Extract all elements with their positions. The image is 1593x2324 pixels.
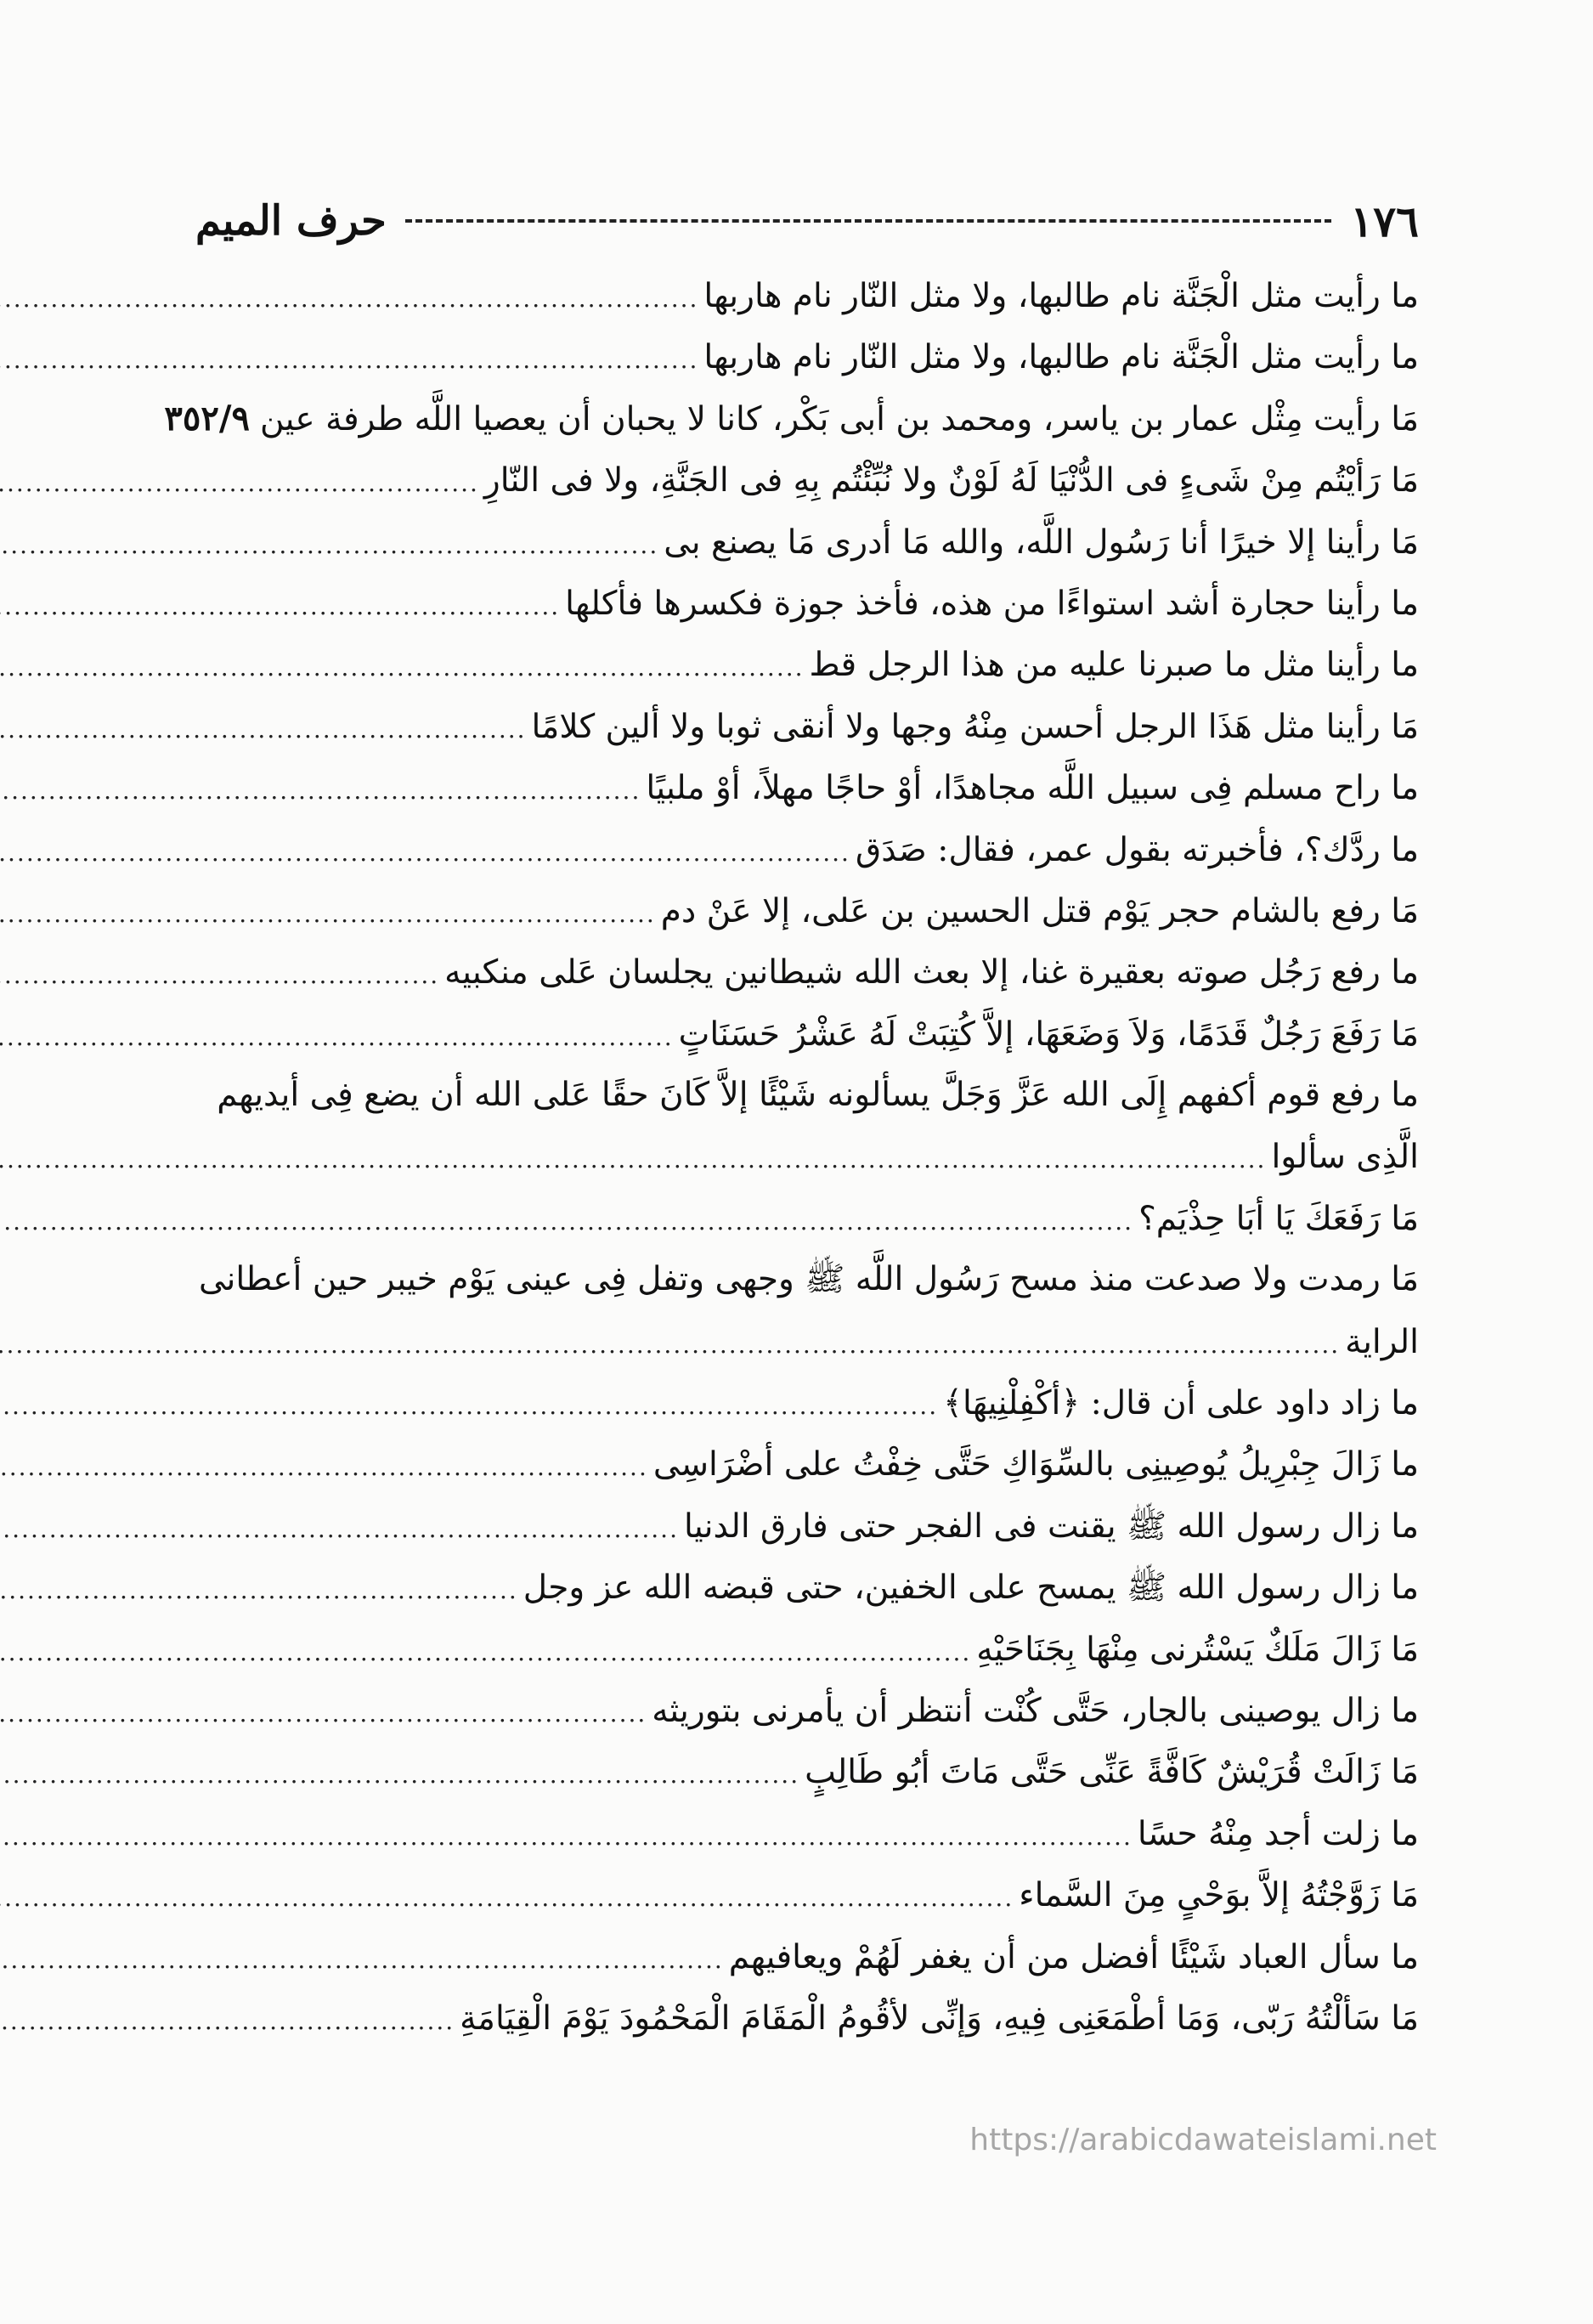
entry-text: ما رأينا مثل ما صبرنا عليه من هذا الرجل قط	[809, 646, 1419, 685]
index-entry	[195, 1372, 1419, 1433]
entry-text: ما رفع قوم أكفهم إِلَى الله عَزَّ وَجَلَّ يسألونه شَيْئًا إلاَّ كَانَ حقًا عَلى الله أن يضع فِى أيديهم	[217, 1076, 1419, 1115]
entry-text: مَا رأينا مثل هَذَا الرجل أحسن مِنْهُ وجها ولا أنقى ثوبا ولا ألين كلامًا	[531, 707, 1419, 746]
dot-leader	[0, 1930, 724, 1991]
index-entry	[195, 1249, 1419, 1372]
entry-text-continuation: الراية	[1345, 1322, 1419, 1361]
index-entry	[195, 450, 1419, 511]
dot-leader	[0, 945, 439, 1006]
index-entry	[195, 880, 1419, 941]
entry-text: مَا سَألْتُهُ رَبّى، وَمَا أطْمَعَنِى فِيهِ، وَإنِّى لأقُومُ الْمَقَامَ الْمَحْمُودَ يَوْمَ الْقِيَامَةِ	[460, 1999, 1419, 2038]
entry-text: ما زال يوصينى بالجار، حَتَّى كُنْت أنتظر أن يأمرنى بتوريثه	[652, 1691, 1419, 1730]
dot-leader	[0, 884, 656, 945]
entry-text: مَا رَفَعَ رَجُلٌ قَدَمًا، وَلاَ وَضَعَهَا، إلاَّ كُتِبَتْ لَهُ عَشْرُ حَسَنَاتٍ	[678, 1015, 1419, 1054]
entry-text: ما راح مسلم فِى سبيل اللَّه مجاهدًا، أوْ حاجًا مهلاً، أوْ ملبيًا	[646, 769, 1419, 808]
index-entry	[195, 1065, 1419, 1188]
entry-text: ما رأيت مثل الْجَنَّة نام طالبها، ولا مثل النّار نام هاربها	[703, 277, 1419, 315]
chapter-title: حرف الميم	[195, 197, 387, 245]
index-entry	[164, 388, 1419, 450]
index-entry	[195, 326, 1419, 387]
entry-text: ما رفع رَجُل صوته بعقيرة غنا، إلا بعث الله شيطانين يجلسان عَلى منكبيه	[444, 953, 1419, 992]
index-entry	[195, 941, 1419, 1003]
page-number: ١٧٦	[1350, 195, 1419, 246]
entry-text: مَا رَفَعَكَ يَا أبَا حِذْيَم؟	[1138, 1199, 1419, 1238]
dot-leader	[0, 1437, 648, 1498]
index-entry	[195, 696, 1419, 757]
dot-leader	[0, 1007, 674, 1068]
index-entry	[195, 1803, 1419, 1864]
dot-leader	[0, 761, 641, 822]
index-entry	[195, 573, 1419, 634]
dot-leader	[0, 637, 805, 698]
entry-text: ما زاد داود على أن قال: ﴿أكْفِلْنِيهَا﴾	[943, 1384, 1419, 1423]
index-entry	[195, 634, 1419, 695]
dot-leader	[0, 1622, 971, 1683]
entry-text: ما زال رسول الله ﷺ يقنت فى الفجر حتى فارق الدنيا	[683, 1507, 1419, 1546]
index-entry	[195, 1433, 1419, 1495]
dot-leader	[0, 269, 698, 330]
index-entry	[195, 1926, 1419, 1988]
entry-text: ما رأينا حجارة أشد استواءًا من هذه، فأخذ جوزة فكسرها فأكلها	[565, 584, 1419, 623]
entry-text: مَا رفع بالشام حجر يَوْم قتل الحسين بن عَلى، إلا عَنْ دم	[660, 891, 1419, 930]
entry-text: مَا زَوَّجْتُهُ إلاَّ بوَحْىٍ مِنَ السَّماء	[1019, 1876, 1419, 1915]
volume-page-reference: ٣٥٢/٩	[164, 398, 250, 438]
index-entry	[195, 757, 1419, 818]
entry-text: مَا رَأيْتُم مِنْ شَىءٍ فى الدُّنْيَا لَهُ لَوْنٌ ولا نُبِّئْتُم بِهِ فى الجَنَّةِ، ولا فى النّارِ	[483, 461, 1419, 500]
dot-leader	[0, 515, 658, 576]
dot-leader	[0, 330, 698, 391]
index-entry	[195, 1619, 1419, 1680]
page-header	[195, 195, 1419, 246]
entry-text: ما سأل العباد شَيْئًا أفضل من أن يغفر لَهُمْ ويعافيهم	[728, 1937, 1419, 1976]
entry-text: ما زلت أجد مِنْهُ حسًا	[1137, 1814, 1419, 1853]
index-entry	[195, 1988, 1419, 2049]
entry-text: ما زال رسول الله ﷺ يمسح على الخفين، حتى قبضه الله عز وجل	[523, 1569, 1419, 1608]
entry-text: مَا زَالَتْ قُرَيْشٌ كَافَّةً عَنِّى حَتَّى مَاتَ أبُو طَالِبٍ	[805, 1753, 1419, 1792]
index-entry	[195, 1680, 1419, 1741]
dot-leader	[0, 576, 560, 637]
dot-leader	[0, 699, 527, 761]
dot-leader	[0, 823, 850, 884]
dot-leader	[0, 1376, 938, 1437]
index-entry	[195, 1496, 1419, 1557]
index-entry	[195, 1188, 1419, 1249]
entry-text: ما ردَّك؟، فأخبرته بقول عمر، فقال: صَدَق	[855, 830, 1419, 869]
dot-leader	[0, 1868, 1014, 1929]
index-entry	[195, 1557, 1419, 1618]
index-entry	[195, 1864, 1419, 1925]
index-entry	[195, 1004, 1419, 1065]
entry-text: ما زَالَ جِبْرِيلُ يُوصِينِى بالسِّوَاكِ حَتَّى خِفْتُ على أضْرَاسِى	[652, 1445, 1419, 1484]
entry-text: مَا رأينا إلا خيرًا أنا رَسُول اللَّه، والله مَا أدرى مَا يصنع بى	[664, 523, 1419, 562]
entry-text: مَا رأيت مِثْل عمار بن ياسر، ومحمد بن أبى بَكْر، كانا لا يحبان أن يعصيا اللَّه طرفة عين	[259, 399, 1419, 438]
entry-text-continuation: الَّذِى سألوا	[1271, 1138, 1419, 1177]
dot-leader	[0, 1315, 1340, 1376]
entry-text: ما رأيت مثل الْجَنَّة نام طالبها، ولا مثل النّار نام هاربها	[703, 338, 1419, 377]
dot-leader	[0, 1129, 1266, 1190]
page-body	[164, 195, 1419, 2049]
hadith-index-list	[164, 265, 1419, 2049]
entry-text: مَا زَالَ مَلَكٌ يَسْتُرنى مِنْهَا بِجَنَاحَيْهِ	[976, 1630, 1419, 1669]
dot-leader	[0, 1744, 799, 1806]
index-entry	[195, 819, 1419, 880]
entry-text: مَا رمدت ولا صدعت منذ مسح رَسُول اللَّه ﷺ وجهى وتفل فِى عينى يَوْم خيبر حين أعطانى	[199, 1260, 1419, 1299]
index-entry	[195, 265, 1419, 326]
header-rule	[405, 219, 1332, 223]
dot-leader	[0, 1807, 1133, 1868]
dot-leader	[0, 1991, 455, 2052]
dot-leader	[0, 1683, 647, 1744]
watermark: https://arabicdawateislami.net	[969, 2123, 1437, 2157]
dot-leader	[0, 1499, 679, 1560]
dot-leader	[0, 453, 479, 514]
index-entry	[195, 1741, 1419, 1802]
dot-leader	[0, 1191, 1133, 1252]
index-entry	[195, 512, 1419, 573]
dot-leader	[0, 1560, 518, 1621]
